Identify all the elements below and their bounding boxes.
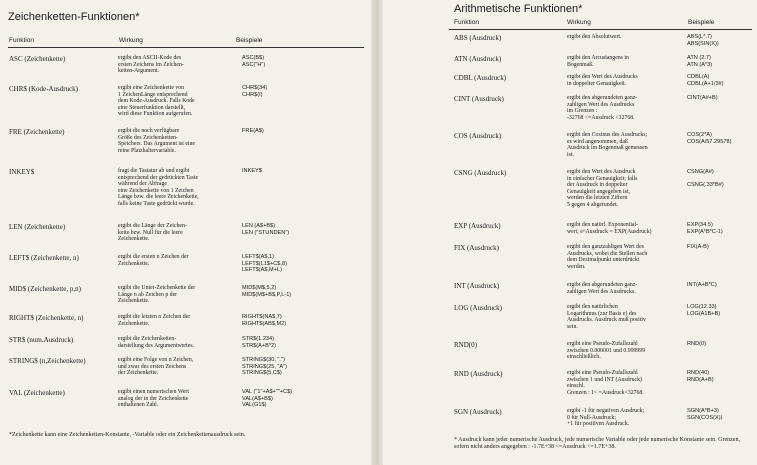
function-name: CINT (Ausdruck) xyxy=(454,95,504,103)
function-effect: ergibt -1 für negativen Ausdruck; 0 für Null-Ausdruck; +1 für positiven Ausdruck. xyxy=(567,408,645,428)
header-rule xyxy=(449,29,752,30)
right-page xyxy=(381,0,757,465)
function-name: FRE (Zeichenkette) xyxy=(9,128,65,136)
function-effect: ergibt den Arcustangens in Bogenmaß. xyxy=(567,55,629,68)
function-effect: ergibt den abgerundeten ganz- zahligen Wert des Ausdrucks im Grenzen : -32768 <=Ausdruck <32768. xyxy=(567,95,638,121)
function-name: CHR$ (Kode-Ausdruck) xyxy=(9,85,79,93)
function-effect: ergibt den ganzzahligen Wert des Ausdrucks, wobei die Stellen nach dem Dezimalpunkt unterdrückt werden. xyxy=(567,244,648,270)
function-examples: FRE(A$) xyxy=(242,128,264,134)
function-name: INT (Ausdruck) xyxy=(454,282,500,290)
function-name: VAL (Zeichenkette) xyxy=(9,389,65,397)
function-effect: ergibt die Zeichenketten- darstellung des Argumentwertes. xyxy=(118,336,195,349)
column-header-function: Funktion xyxy=(9,37,34,44)
function-examples: VAL ("1"+A$+""+C$) VAL(A$+B$) VAL(G1$) xyxy=(242,389,293,409)
function-examples: STRING$(30, ".") STRING$(25, "A") STRING$(5,C$) xyxy=(242,357,288,377)
function-name: SGN (Ausdruck) xyxy=(454,408,502,416)
function-examples: SGN(A*B+3) SGN(COS(X)) xyxy=(687,408,723,421)
function-effect: ergibt den Wert des Ausdruck in einfacher Genauigkeit; falls der Ausdruck in doppelter Genauigkeit angegeben ist, werden die letzten Ziffern 5 gegen 4 abgerundet. xyxy=(567,169,638,208)
function-examples: CINT(A#+B) xyxy=(687,95,718,101)
function-examples: CDBL(A) CDBL(A+1/3#) xyxy=(687,74,724,87)
function-examples: LEN (A$+B$) LEN ("STUNDEN") xyxy=(242,223,290,236)
function-name: ABS (Ausdruck) xyxy=(454,34,502,42)
function-effect: ergibt den Wert des Ausdrucks in doppelter Genauigkeit. xyxy=(567,74,638,87)
function-effect: ergibt die Länge der Zeichen- kette bzw. Null für die leere Zeichenkette. xyxy=(118,223,187,243)
function-name: RND(0) xyxy=(454,341,477,349)
function-examples: ABS(L*.7) ABS(SIN(X)) xyxy=(687,34,719,47)
function-name: FIX (Ausdruck) xyxy=(454,244,499,252)
function-examples: ATN (2.7) ATN (A*3) xyxy=(687,55,713,68)
function-effect: ergibt den ASCII-Kode des ersten Zeichens im Zeichen- ketten-Argument. xyxy=(118,55,184,75)
column-header-examples: Beispiele xyxy=(236,37,263,44)
function-examples: RIGHT$(NA$,7) RIGHT$(AB$,M2) xyxy=(242,314,287,327)
header-rule xyxy=(8,47,364,48)
function-effect: ergibt eine Folge von n Zeichen, und zwar des ersten Zeichens der Zeichenkette. xyxy=(118,357,194,377)
column-header-effect: Wirkung xyxy=(119,37,143,44)
page-title: Zeichenketten-Funktionen* xyxy=(8,11,140,23)
function-effect: ergibt den abgerundeten ganz- zahligen Wert des Ausdrucks. xyxy=(567,282,638,295)
function-examples: STR$(1.234) STR$(A+B*2) xyxy=(242,336,277,349)
function-name: EXP (Ausdruck) xyxy=(454,222,501,230)
function-name: RIGHT$ (Zeichenkette, n) xyxy=(9,314,84,322)
function-examples: ASC(B$) ASC("H") xyxy=(242,55,266,68)
function-effect: ergibt den natürl. Exponential- wert, e^Ausdruck = EXP(Ausdruck) xyxy=(567,222,652,235)
function-name: CSNG (Ausdruck) xyxy=(454,169,507,177)
function-examples: RND(0) xyxy=(687,341,706,347)
function-examples: INKEY$ xyxy=(242,168,262,174)
function-effect: ergibt den natürlichen Logarithmus (zur Basis e) des Ausdrucks. Ausdruck muß positiv sein. xyxy=(567,304,646,330)
function-effect: ergibt den Absolutwert. xyxy=(567,34,622,40)
function-name: LEFT$ (Zeichenkette, n) xyxy=(9,254,79,262)
function-effect: ergibt eine Pseudo-Zufallszahl zwischen 1 und INT (Ausdruck) einschl. Grenzen : 1< =Ausdruck<32768. xyxy=(567,370,644,396)
function-name: STRING$ (n,Zeichenkette) xyxy=(9,357,86,365)
function-name: INKEY$ xyxy=(9,168,35,176)
function-examples: INT(A+B*C) xyxy=(687,282,717,288)
function-name: RND (Ausdruck) xyxy=(454,370,503,378)
function-examples: COS(2*A) COS(A/57.29578) xyxy=(687,132,732,145)
function-effect: ergibt eine Pseudo-Zufallszahl zwischen 0.000001 und 0.999999 einschließlich. xyxy=(567,341,646,361)
function-name: ATN (Ausdruck) xyxy=(454,55,502,63)
function-examples: LOG(12.33) LOG(A1B+B) xyxy=(687,304,721,317)
function-effect: fragt die Tastatur ab und ergibt entsprechend der gedrückten Taste während der Abfrage eine Zeichenkette von 1 Zeichen Länge bzw. die leere Zeichenkette, falls keine Taste gedrückt wurde. xyxy=(118,168,199,207)
footnote: *Zeichenkette kann eine Zeichenketten-Konstante, -Variable oder ein Zeichenkettenausdruck sein. xyxy=(9,432,246,438)
function-name: LOG (Ausdruck) xyxy=(454,304,503,312)
function-examples: CHR$(34) CHR$(I) xyxy=(242,85,268,98)
function-examples: LEFT$(A$,1) LEFT$(L1$+C$,8) LEFT$(A$,M+L) xyxy=(242,254,287,274)
function-examples: RND(40) RND(A+B) xyxy=(687,370,714,383)
page-title: Arithmetische Funktionen* xyxy=(454,3,583,15)
function-name: CDBL (Ausdruck) xyxy=(454,74,507,82)
function-effect: ergibt die letzten n Zeichen der Zeichenkette. xyxy=(118,314,191,327)
column-header-function: Funktion xyxy=(454,19,479,26)
function-name: COS (Ausdruck) xyxy=(454,132,502,140)
function-effect: ergibt die noch verfügbare Größe des Zeichenketten- Speichers. Das Argument ist eine reine Platzhaltervariable. xyxy=(118,128,196,154)
function-effect: ergibt eine Zeichenkette von 1 ZeichenLänge entsprechend dem Kode-Ausdruck. Falls Kode eine Steuerfunktion darstellt, wird diese Funktion aufgerufen. xyxy=(118,85,195,118)
function-name: STR$ (num.Ausdruck) xyxy=(9,336,74,344)
column-header-effect: Wirkung xyxy=(567,19,591,26)
function-name: MID$ (Zeichenkette, p,n) xyxy=(9,285,81,293)
function-effect: ergibt die Unter-Zeichenkette der Länge n ab Zeichen p der Zeichenkette. xyxy=(118,285,196,305)
function-examples: MID$(M$,5,2) MID$(M$+B$,P,L-1) xyxy=(242,285,292,298)
column-header-examples: Beispiele xyxy=(688,19,715,26)
function-examples: CSNG(A#) CSNG(.33*B#) xyxy=(687,169,724,189)
function-effect: ergibt die ersten n Zeichen der Zeichenkette. xyxy=(118,254,189,267)
function-effect: ergibt einen numerischen Wert analog der in der Zeichenkette enthaltenen Zahl. xyxy=(118,389,189,409)
footnote: * Ausdruck kann jeder numerische Ausdruck, jede numerische Variable oder jede numerische Konstante sein. Grenzen, sofern nicht anders angegeben : -1.7E+38 <=Ausdruck <=1.7E+38. xyxy=(454,437,740,450)
function-name: LEN (Zeichenkette) xyxy=(9,223,66,231)
left-page xyxy=(0,0,372,465)
function-effect: ergibt den Cosinus des Ausdrucks; es wird angenommen, daß Ausdruck im Bogenmaß gemessen ist. xyxy=(567,132,648,158)
function-examples: FIX(A-B) xyxy=(687,244,709,250)
function-name: ASC (Zeichenkette) xyxy=(9,55,66,63)
function-examples: EXP(34.5) EXP(A*B*C-1) xyxy=(687,222,723,235)
